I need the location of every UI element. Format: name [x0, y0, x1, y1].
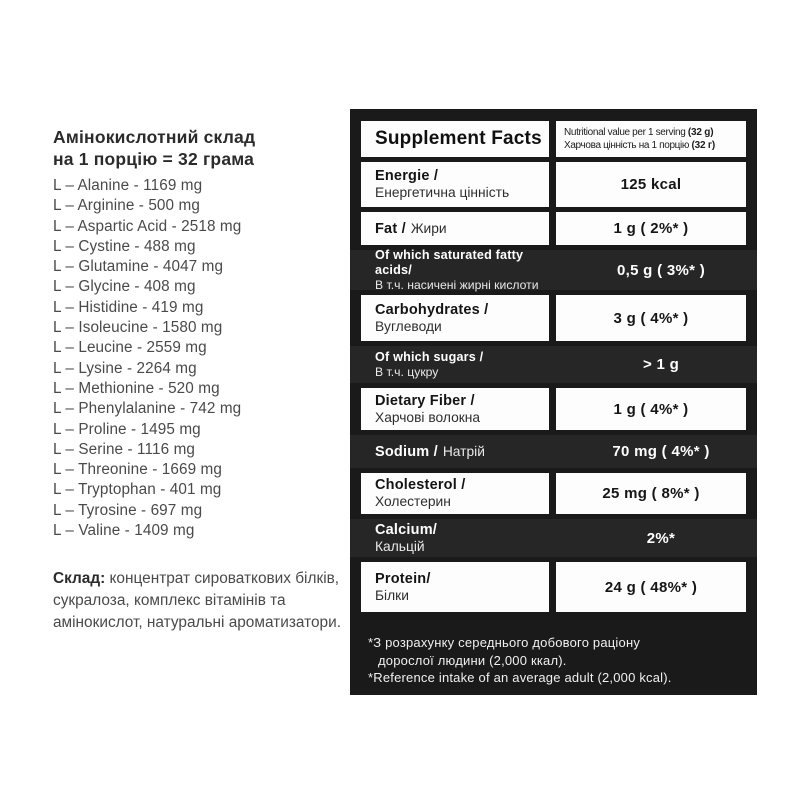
row-cholesterol	[361, 473, 746, 514]
row-carbohydrates-label: Carbohydrates / Вуглеводи	[361, 295, 549, 341]
ingredients-text: концентрат сироваткових білків, сукралоза, комплекс вітамінів та амінокислот, натуральні ароматизатори.	[53, 570, 341, 632]
row-calcium-label: Calcium/ Кальцій	[375, 521, 438, 554]
list-item: L – Methionine - 520 mg	[53, 379, 220, 397]
list-item: L – Proline - 1495 mg	[53, 420, 201, 438]
row-energy-value: 125 kcal	[556, 162, 746, 207]
row-carbohydrates-value: 3 g ( 4%* )	[556, 295, 746, 341]
list-item: L – Leucine - 2559 mg	[53, 339, 207, 357]
row-sugars-value: > 1 g	[642, 356, 680, 373]
serving-line-en: Nutritional value per 1 serving (32 g)	[564, 127, 714, 138]
list-item: L – Threonine - 1669 mg	[53, 461, 222, 479]
row-calcium-value: 2%*	[646, 529, 676, 547]
row-fat-label: Fat / Жири	[361, 212, 549, 245]
list-item: L – Glutamine - 4047 mg	[53, 258, 224, 276]
amino-title	[53, 126, 358, 170]
amino-title-line2: на 1 порцію = 32 грама	[53, 149, 255, 169]
row-saturated-fat	[350, 250, 757, 290]
amino-acid-list	[53, 176, 358, 541]
row-sodium	[350, 435, 757, 468]
list-item: L – Tyrosine - 697 mg	[53, 501, 203, 519]
supplement-facts-panel	[350, 109, 757, 695]
row-sugars	[350, 346, 757, 383]
list-item: L – Glycine - 408 mg	[53, 278, 196, 296]
row-protein-value: 24 g ( 48%* )	[556, 562, 746, 612]
row-carbohydrates	[361, 295, 746, 341]
row-sodium-label: Sodium / Натрій	[375, 443, 485, 460]
list-item: L – Phenylalanine - 742 mg	[53, 400, 242, 418]
serving-line-uk: Харчова цінність на 1 порцію (32 г)	[564, 140, 716, 151]
row-energy	[361, 162, 746, 207]
list-item: L – Tryptophan - 401 mg	[53, 481, 222, 499]
list-item: L – Alanine - 1169 mg	[53, 177, 203, 194]
footnote-line-uk-2: дорослої людини (2,000 ккал).	[378, 652, 567, 668]
row-dietary-fiber	[361, 388, 746, 430]
list-item: L – Cystine - 488 mg	[53, 237, 196, 255]
row-saturated-fat-value: 0,5 g ( 3%* )	[616, 261, 706, 279]
ingredients-paragraph	[53, 568, 353, 634]
ingredients-label: Склад:	[53, 570, 106, 588]
row-sugars-label: Of which sugars / В т.ч. цукру	[375, 350, 484, 379]
row-calcium	[350, 519, 757, 557]
amino-acid-composition-block	[53, 126, 358, 634]
row-fat	[361, 212, 746, 245]
list-item: L – Arginine - 500 mg	[53, 197, 200, 215]
list-item: L – Isoleucine - 1580 mg	[53, 319, 223, 337]
footnote-line-en: *Reference intake of an average adult (2,000 kcal).	[368, 670, 672, 685]
list-item: L – Aspartic Acid - 2518 mg	[53, 217, 242, 235]
row-sodium-value: 70 mg ( 4%* )	[612, 443, 710, 460]
row-header	[361, 121, 746, 157]
row-dietary-fiber-label: Dietary Fiber / Харчові волокна	[361, 388, 549, 430]
row-saturated-fat-label: Of which saturated fatty acids/ В т.ч. насичені жирні кислоти	[375, 248, 539, 292]
row-protein-label: Protein/ Білки	[361, 562, 549, 612]
row-cholesterol-value: 25 mg ( 8%* )	[556, 473, 746, 514]
list-item: L – Histidine - 419 mg	[53, 298, 204, 316]
row-protein	[361, 562, 746, 612]
list-item: L – Serine - 1116 mg	[53, 440, 196, 458]
amino-title-line1: Амінокислотний склад	[53, 127, 256, 147]
row-energy-label: Energie / Енергетична цінність	[361, 162, 549, 207]
footnote	[361, 634, 746, 687]
row-fat-value: 1 g ( 2%* )	[556, 212, 746, 245]
serving-info	[556, 126, 715, 152]
footnote-line-uk-1: *З розрахунку середнього добового раціону	[368, 635, 641, 650]
list-item: L – Lysine - 2264 mg	[53, 359, 197, 377]
header-serving-cell	[556, 121, 746, 157]
header-title-cell	[361, 121, 549, 157]
row-cholesterol-label: Cholesterol / Холестерин	[361, 473, 549, 514]
panel-title: Supplement Facts	[375, 128, 542, 149]
list-item: L – Valine - 1409 mg	[53, 522, 195, 540]
row-dietary-fiber-value: 1 g ( 4%* )	[556, 388, 746, 430]
